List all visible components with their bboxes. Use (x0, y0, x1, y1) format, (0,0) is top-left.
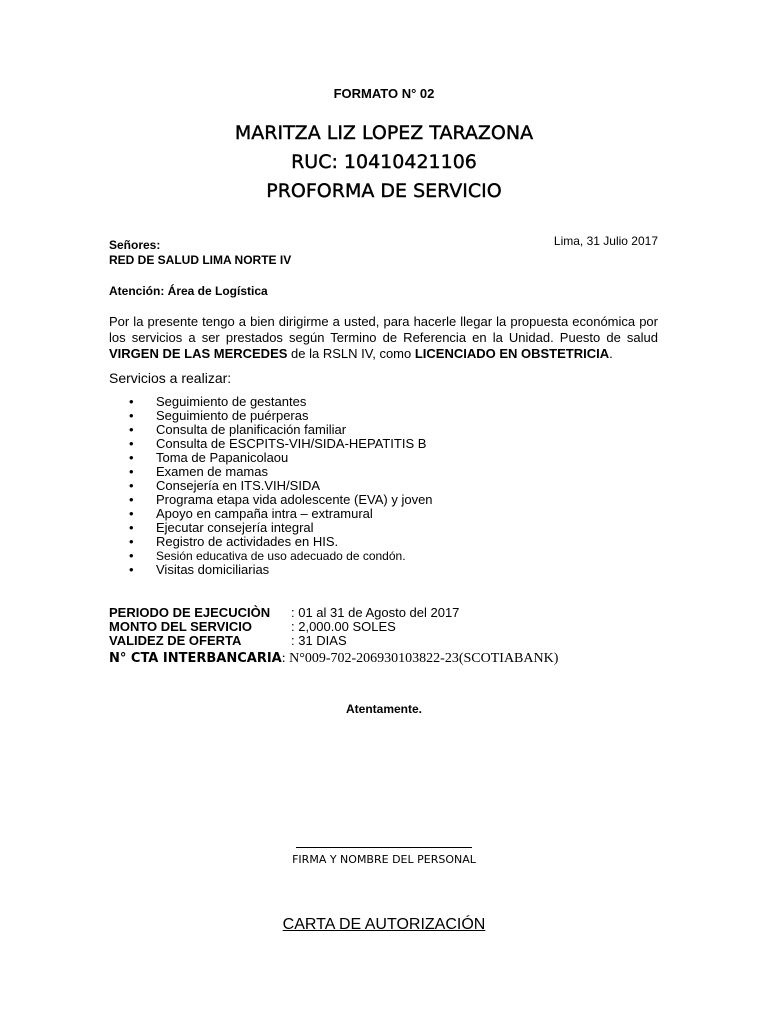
intro-health-post: VIRGEN DE LAS MERCEDES (109, 346, 288, 361)
list-item: • Toma de Papanicolaou (129, 451, 433, 465)
form-number: FORMATO N° 02 (333, 86, 435, 101)
intro-paragraph (109, 314, 658, 362)
intro-text-3: . (609, 346, 613, 361)
list-item: • Seguimiento de puérperas (129, 409, 433, 423)
list-item: • Sesión educativa de uso adecuado de condón. (129, 549, 433, 563)
list-item: • Seguimiento de gestantes (129, 395, 433, 409)
period-row (109, 606, 459, 620)
intro-text-2: de la RSLN IV, como (287, 346, 415, 361)
signature-line (296, 847, 472, 848)
period-value: : 01 al 31 de Agosto del 2017 (291, 605, 460, 620)
intro-text-1: Por la presente tengo a bien dirigirme a usted, para hacerle llegar la propuesta económica por los servicios a ser prestados según Termino de Referencia en la Unidad. Puesto de salud (109, 314, 658, 345)
document-title: PROFORMA DE SERVICIO (266, 180, 502, 202)
period-label: PERIODO DE EJECUCIÒN (109, 605, 271, 620)
amount-row (109, 620, 459, 634)
intro-profession: LICENCIADO EN OBSTETRICIA (414, 346, 610, 361)
provider-name: MARITZA LIZ LOPEZ TARAZONA (234, 122, 534, 144)
list-item: • Registro de actividades en HIS. (129, 535, 433, 549)
list-item: • Consejería en ITS.VIH/SIDA (129, 479, 433, 493)
account-value: : N°009-702-206930103822-23 (281, 651, 459, 666)
services-list (129, 395, 433, 577)
validity-label: VALIDEZ DE OFERTA (109, 633, 242, 648)
list-item: • Programa etapa vida adolescente (EVA) y joven (129, 493, 433, 507)
amount-label: MONTO DEL SERVICIO (109, 619, 253, 634)
attention-line: Atención: Área de Logística (109, 284, 268, 298)
document-date: Lima, 31 Julio 2017 (553, 234, 658, 248)
account-bank: (SCOTIABANK) (458, 651, 559, 666)
list-item: • Visitas domiciliarias (129, 563, 433, 577)
validity-value: : 31 DIAS (291, 633, 347, 648)
recipient-organization: RED DE SALUD LIMA NORTE IV (109, 253, 292, 267)
list-item: • Apoyo en campaña intra – extramural (129, 507, 433, 521)
provider-ruc: RUC: 10410421106 (291, 151, 477, 173)
list-item: • Consulta de planificación familiar (129, 423, 433, 437)
validity-row (109, 634, 459, 648)
services-title: Servicios a realizar: (109, 370, 232, 386)
amount-value: : 2,000.00 SOLES (291, 619, 396, 634)
recipient-block (109, 238, 291, 268)
list-item: • Examen de mamas (129, 465, 433, 479)
list-item: • Ejecutar consejería integral (129, 521, 433, 535)
service-details (109, 606, 459, 648)
closing-text: Atentamente. (345, 702, 422, 716)
recipient-salutation: Señores: (109, 238, 161, 252)
signature-label: FIRMA Y NOMBRE DEL PERSONAL (292, 853, 476, 866)
account-label: N° CTA INTERBANCARIA (109, 651, 282, 666)
list-item: • Consulta de ESCPITS-VIH/SIDA-HEPATITIS B (129, 437, 433, 451)
authorization-letter-title: CARTA DE AUTORIZACIÓN (282, 916, 486, 933)
account-row (109, 650, 558, 667)
